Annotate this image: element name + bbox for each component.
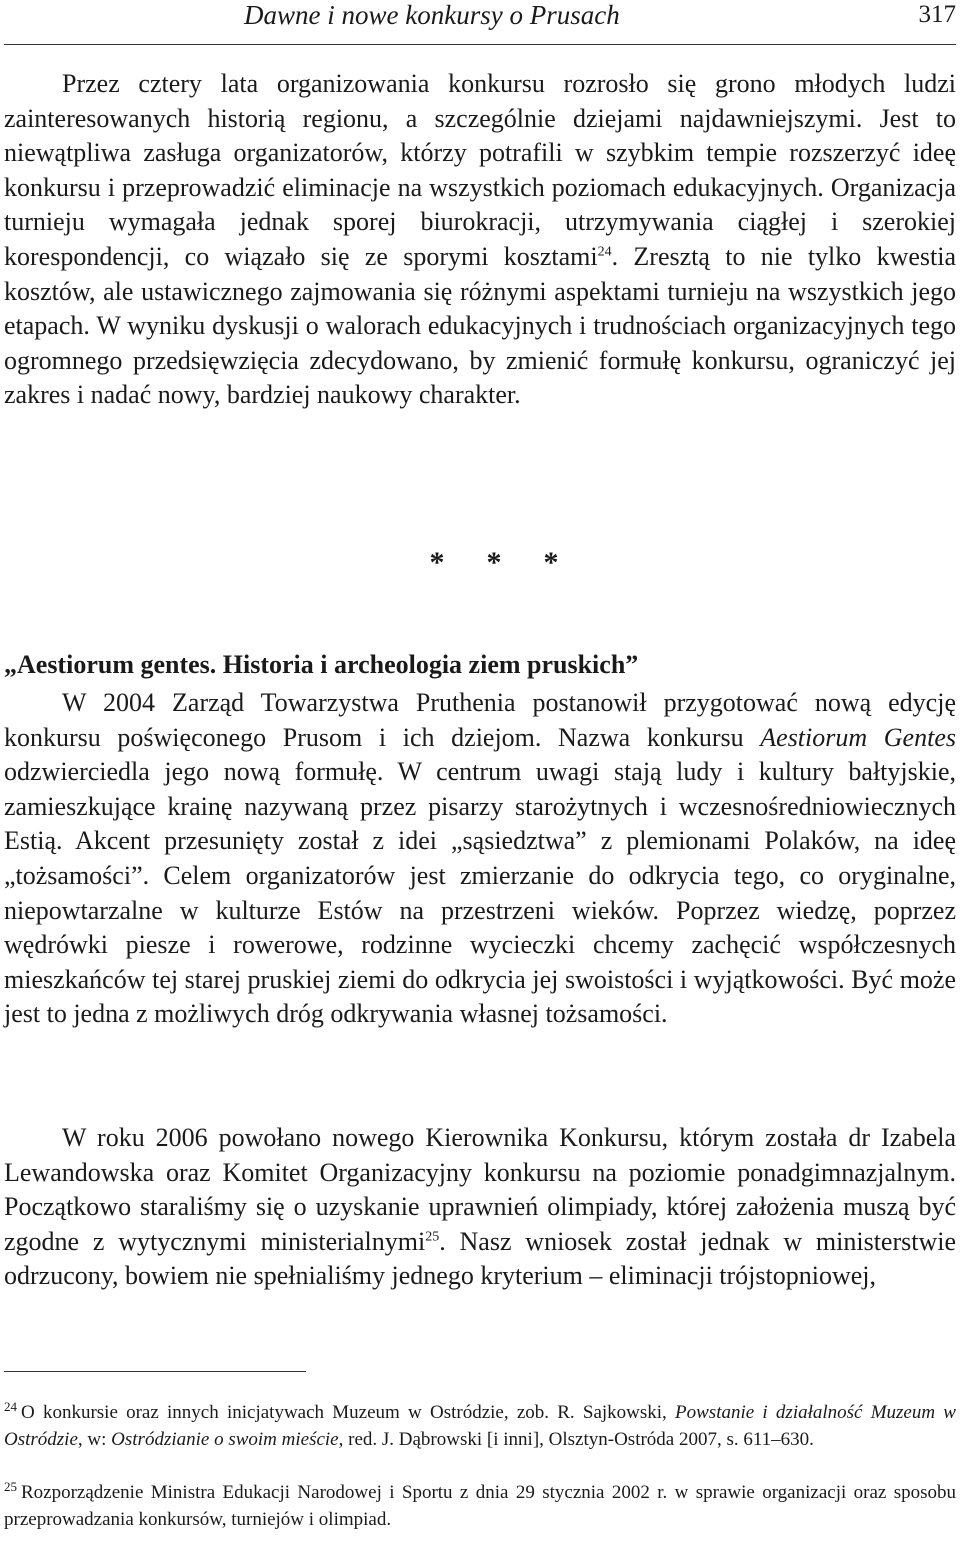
running-title: Dawne i nowe konkursy o Prusach (244, 0, 620, 30)
paragraph-1-text-b: . Zresztą to nie tylko kwestia kosztów, ale ustawicznego zajmowania się różnymi aspektami turnieju na wszystkich jego etapach. W wyniku dyskusji o walorach edukacyjnych i trudnościach organizacyjnych tego ogromnego przedsięwzięcia zdecydowano, by zmienić formułę konkursu, ograniczyć jej zakres i nadać nowy, bardziej naukowy charakter. (4, 241, 956, 410)
footnote-24-text-b: , w: (77, 1429, 112, 1450)
footnote-25 (4, 1479, 956, 1533)
footnote-24-italic-b: Ostródzianie o swoim mieście (111, 1429, 339, 1450)
footnote-rule (4, 1371, 306, 1372)
separator-asterisk-3: * (543, 546, 559, 579)
section-separator (14, 546, 960, 582)
footnote-24 (4, 1399, 956, 1453)
paragraph-2-text-a: W 2004 Zarząd Towarzystwa Pruthenia postanowił przygotować nową edycję konkursu poświęconego Prusom i ich dziejom. Nazwa konkursu (4, 688, 956, 752)
footnote-25-text-a: Rozporządzenie Ministra Edukacji Narodowej i Sportu z dnia 29 stycznia 2002 r. w sprawie organizacji oraz sposobu przeprowadzania konkursów, turniejów i olimpiad. (4, 1482, 956, 1530)
paragraph-1-text-a: Przez cztery lata organizowania konkursu rozrosło się grono młodych ludzi zainteresowanych historią regionu, a szczególnie dziejami najdawniejszymi. Jest to niewątpliwa zasługa organizatorów, którzy potrafili w szybkim tempie rozszerzyć ideę konkursu i przeprowadzić eliminacje na wszystkich poziomach edukacyjnych. Organizacja turnieju wymagała jednak sporej biurokracji, utrzymywania ciągłej i szerokiej korespondencji, co wiązało się ze sporymi kosztami (4, 69, 956, 271)
footnote-ref-25[interactable]: 25 (425, 1229, 440, 1245)
section-title: „Aestiorum gentes. Historia i archeologia ziem pruskich” (4, 650, 639, 679)
footnote-24-text-c: , red. J. Dąbrowski [i inni], Olsztyn-Ostróda 2007, s. 611–630. (338, 1429, 814, 1450)
separator-asterisk-1: * (429, 546, 445, 579)
running-head (4, 0, 956, 30)
page-number: 317 (918, 1, 956, 28)
paragraph-2-text-b: odzwierciedla jego nową formułę. W centrum uwagi stają ludy i kultury bałtyjskie, zamieszkujące krainę nazywaną przez pisarzy starożytnych i wczesnośredniowiecznych Estią. Akcent przesunięty został z idei „sąsiedztwa” z plemionami Polaków, na ideę „tożsamości”. Celem organizatorów jest zmierzanie do odkrycia tego, co oryginalne, niepowtarzalne w kulturze Estów na przestrzeni wieków. Poprzez wiedzę, poprzez wędrówki piesze i rowerowe, rodzinne wycieczki chcemy zachęcić współczesnych mieszkańców tej starej pruskiej ziemi do odkrycia jej swoistości i wyjątkowości. Być może jest to jedna z możliwych dróg odkrywania własnej tożsamości. (4, 757, 956, 1029)
header-rule (4, 44, 956, 45)
footnote-24-number: 24 (4, 1398, 17, 1414)
footnote-25-number: 25 (4, 1478, 17, 1494)
footnote-24-text-a: O konkursie oraz innych inicjatywach Muzeum w Ostródzie, zob. R. Sajkowski, (21, 1402, 676, 1423)
paragraph-2 (4, 686, 956, 1032)
paragraph-3 (4, 1121, 956, 1294)
paragraph-3-text-b: . Nasz wniosek został jednak w ministerstwie odrzucony, bowiem nie spełnialiśmy jednego kryterium – eliminacji trójstopniowej, (4, 1226, 957, 1291)
separator-asterisk-2: * (486, 546, 502, 579)
paragraph-3-text-a: W roku 2006 powołano nowego Kierownika Konkursu, którym została dr Izabela Lewandowska oraz Komitet Organizacyjny konkursu na poziomie ponadgimnazjalnym. Początkowo staraliśmy się o uzyskanie uprawnień olimpiady, której założenia muszą być zgodne z wytycznymi ministerialnymi (4, 1123, 956, 1256)
footnote-ref-24[interactable]: 24 (597, 244, 612, 260)
footnote-24-italic-a: Powstanie i działalność Muzeum w Ostródzie (4, 1402, 956, 1450)
paragraph-1 (4, 67, 956, 413)
paragraph-2-italic: Aestiorum Gentes (760, 722, 956, 752)
